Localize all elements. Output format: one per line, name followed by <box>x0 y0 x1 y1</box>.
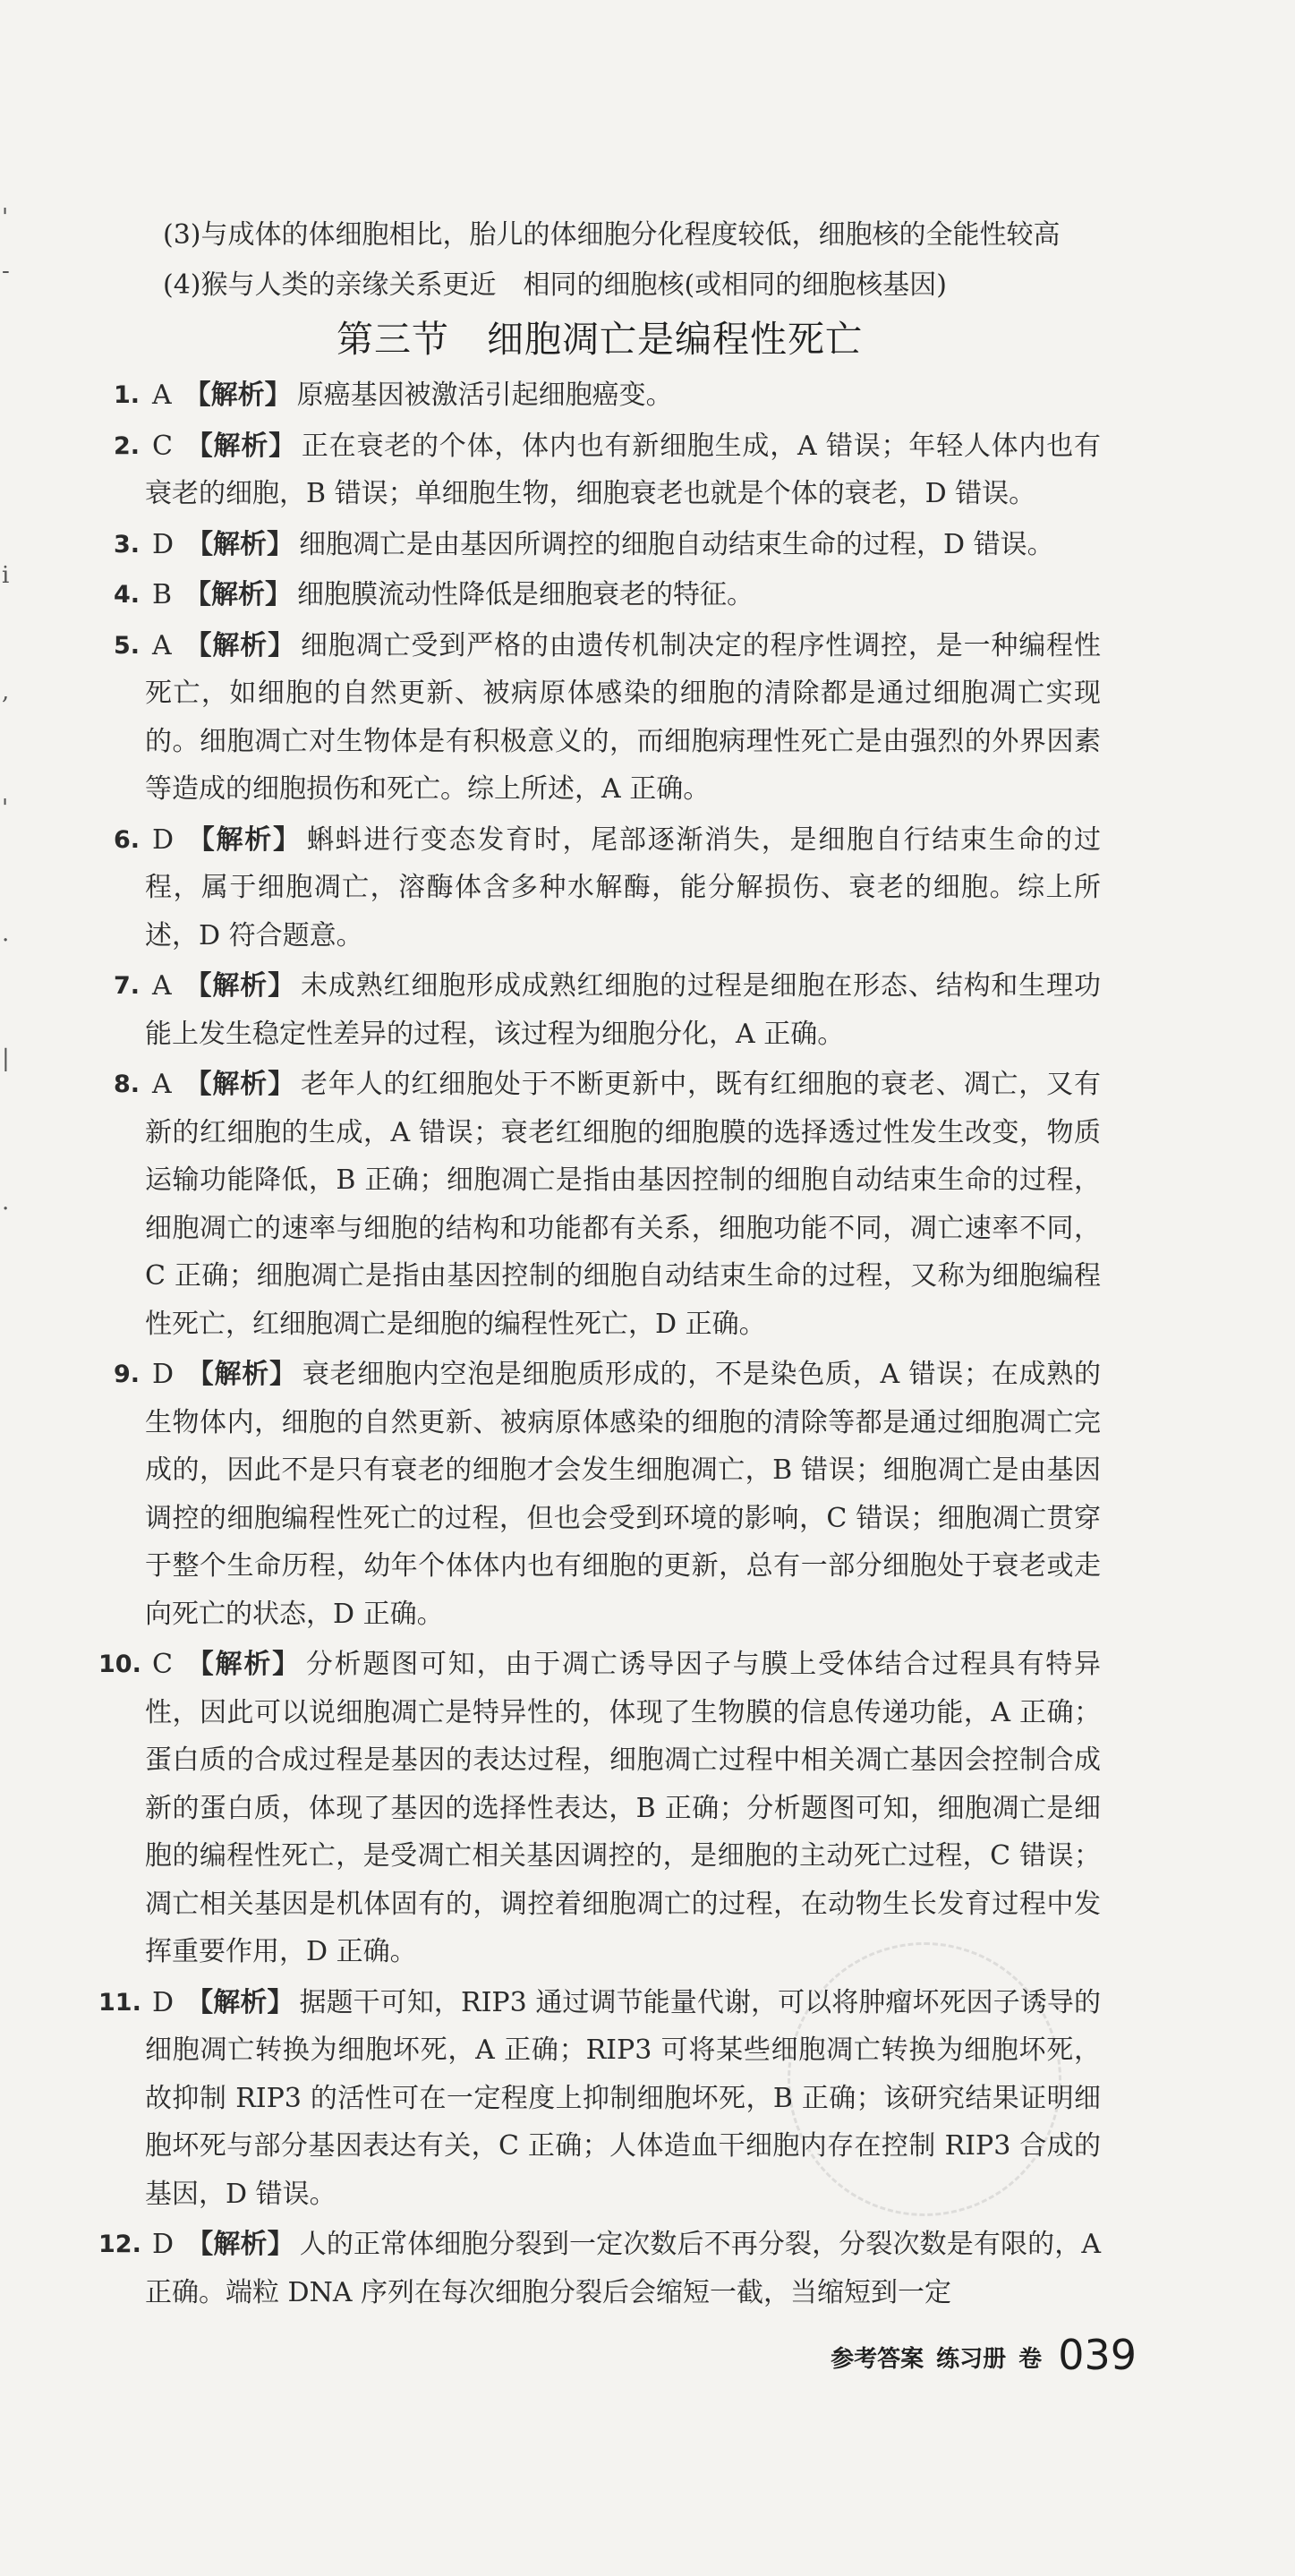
answer-number: 9. <box>113 1361 140 1388</box>
analysis-text: 细胞膜流动性降低是细胞衰老的特征。 <box>297 579 754 610</box>
analysis-text: 未成熟红细胞形成成熟红细胞的过程是细胞在形态、结构和生理功能上发生稳定性差异的过程，该过程为细胞分化，A 正确。 <box>145 970 1102 1050</box>
answer-choice: D <box>152 2229 175 2260</box>
binding-edge-marks: ' - i , ' . | . <box>2 204 10 1215</box>
footer-label-workbook: 练习册 <box>936 2346 1007 2373</box>
analysis-tag: 【解析】 <box>183 970 295 1002</box>
analysis-tag: 【解析】 <box>183 1069 295 1100</box>
answer-item <box>98 422 1101 518</box>
page-number: 039 <box>1058 2331 1137 2379</box>
answer-item <box>98 521 1101 569</box>
answer-item <box>98 2221 1101 2316</box>
footer-label-volume: 卷 <box>1018 2346 1043 2373</box>
analysis-tag: 【解析】 <box>186 2229 294 2260</box>
answer-choice: D <box>152 823 175 856</box>
answer-item <box>98 962 1101 1058</box>
analysis-tag: 【解析】 <box>184 430 296 462</box>
analysis-tag: 【解析】 <box>183 380 292 411</box>
analysis-text: 细胞凋亡是由基因所调控的细胞自动结束生命的过程，D 错误。 <box>299 528 1054 560</box>
analysis-tag: 【解析】 <box>186 528 294 560</box>
answer-choice: A <box>152 629 172 661</box>
answer-item <box>98 1979 1101 2219</box>
analysis-text: 细胞凋亡受到严格的由遗传机制决定的程序性调控，是一种编程性死亡，如细胞的自然更新、被病原体感染的细胞的清除都是通过细胞凋亡实现的。细胞凋亡对生物体是有积极意义的，而细胞病理性死亡是由强烈的外界因素等造成的细胞损伤和死亡。综上所述，A 正确。 <box>145 629 1102 805</box>
answer-item <box>98 622 1101 814</box>
analysis-tag: 【解析】 <box>184 579 293 610</box>
answer-number: 7. <box>113 972 140 1000</box>
answer-choice: B <box>152 579 173 610</box>
answer-number: 1. <box>113 381 140 409</box>
answer-item <box>98 571 1101 619</box>
analysis-tag: 【解析】 <box>184 1649 301 1680</box>
footer-label-answers: 参考答案 <box>831 2346 924 2373</box>
analysis-text: 衰老细胞内空泡是细胞质形成的，不是染色质，A 错误；在成熟的生物体内，细胞的自然更新、被病原体感染的细胞的清除等都是通过细胞凋亡完成的，因此不是只有衰老的细胞才会发生细胞凋亡，B 错误；细胞凋亡是由基因调控的细胞编程性死亡的过程，但也会受到环境的影响，C 错误；细胞凋亡贯穿于整个生命历程，幼年个体体内也有细胞的更新，总有一部分细胞处于衰老或走向死亡的状态，D 正确。 <box>145 1359 1101 1630</box>
answer-choice: C <box>152 430 173 462</box>
answer-choice: D <box>152 1359 175 1390</box>
analysis-text: 人的正常体细胞分裂到一定次数后不再分裂，分裂次数是有限的，A 正确。端粒 DNA 序列在每次细胞分裂后会缩短一截，当缩短到一定 <box>145 2229 1102 2308</box>
answer-choice: A <box>152 970 172 1002</box>
page-footer <box>716 2324 1137 2377</box>
answer-item <box>98 1351 1101 1638</box>
answer-number: 11. <box>98 1988 141 2017</box>
analysis-text: 正在衰老的个体，体内也有新细胞生成，A 错误；年轻人体内也有衰老的细胞，B 错误；单细胞生物，细胞衰老也就是个体的衰老，D 错误。 <box>145 430 1102 509</box>
answer-item <box>98 371 1101 420</box>
answer-number: 8. <box>113 1070 140 1098</box>
analysis-tag: 【解析】 <box>183 629 295 661</box>
answer-item <box>98 816 1101 960</box>
answer-number: 5. <box>113 631 140 660</box>
analysis-tag: 【解析】 <box>186 1359 297 1390</box>
answer-item <box>98 1061 1101 1348</box>
analysis-text: 蝌蚪进行变态发育时，尾部逐渐消失，是细胞自行结束生命的过程，属于细胞凋亡，溶酶体含多种水解酶，能分解损伤、衰老的细胞。综上所述，D 符合题意。 <box>145 823 1102 951</box>
previous-answer-item-3: (3)与成体的体细胞相比，胎儿的体细胞分化程度较低，细胞核的全能性较高 <box>163 219 1061 251</box>
analysis-text: 据题干可知，RIP3 通过调节能量代谢，可以将肿瘤坏死因子诱导的细胞凋亡转换为细胞坏死，A 正确；RIP3 可将某些细胞凋亡转换为细胞坏死，故抑制 RIP3 的活性可在一定程度上抑制细胞坏死，B 正确；该研究结果证明细胞坏死与部分基因表达有关，C 正确；人体造血干细胞内存在控制 RIP3 合成的基因，D 错误。 <box>145 1986 1101 2210</box>
answer-number: 12. <box>98 2231 141 2258</box>
analysis-tag: 【解析】 <box>186 1986 294 2018</box>
section-title: 第三节 细胞凋亡是编程性死亡 <box>337 318 863 361</box>
analysis-text: 原癌基因被激活引起细胞癌变。 <box>296 380 673 411</box>
answer-choice: A <box>152 380 172 411</box>
answer-content <box>98 210 1101 2319</box>
analysis-text: 分析题图可知，由于凋亡诱导因子与膜上受体结合过程具有特异性，因此可以说细胞凋亡是特异性的，体现了生物膜的信息传递功能，A 正确；蛋白质的合成过程是基因的表达过程，细胞凋亡过程中相关凋亡基因会控制合成新的蛋白质，体现了基因的选择性表达，B 正确；分析题图可知，细胞凋亡是细胞的编程性死亡，是受凋亡相关基因调控的，是细胞的主动死亡过程，C 错误；凋亡相关基因是机体固有的，调控着细胞凋亡的过程，在动物生长发育过程中发挥重要作用，D 正确。 <box>145 1649 1102 1967</box>
answer-choice: C <box>152 1649 173 1680</box>
analysis-text: 老年人的红细胞处于不断更新中，既有红细胞的衰老、凋亡，又有新的红细胞的生成，A 错误；衰老红细胞的细胞膜的选择透过性发生改变，物质运输功能降低，B 正确；细胞凋亡是指由基因控制的细胞自动结束生命的过程，细胞凋亡的速率与细胞的结构和功能都有关系，细胞功能不同，凋亡速率不同，C 正确；细胞凋亡是指由基因控制的细胞自动结束生命的过程，又称为细胞编程性死亡，红细胞凋亡是细胞的编程性死亡，D 正确。 <box>145 1069 1102 1340</box>
answer-number: 10. <box>98 1651 141 1678</box>
answer-number: 2. <box>113 431 140 460</box>
answer-number: 3. <box>113 530 140 559</box>
answer-list <box>98 371 1101 2316</box>
answer-choice: D <box>152 528 175 560</box>
answer-choice: D <box>152 1986 175 2018</box>
previous-answer-item-4: (4)猴与人类的亲缘关系更近 相同的细胞核(或相同的细胞核基因) <box>163 269 947 301</box>
answer-number: 4. <box>113 581 140 609</box>
analysis-tag: 【解析】 <box>186 823 302 856</box>
answer-choice: A <box>152 1069 172 1100</box>
answer-item <box>98 1641 1101 1976</box>
answer-number: 6. <box>113 825 140 854</box>
